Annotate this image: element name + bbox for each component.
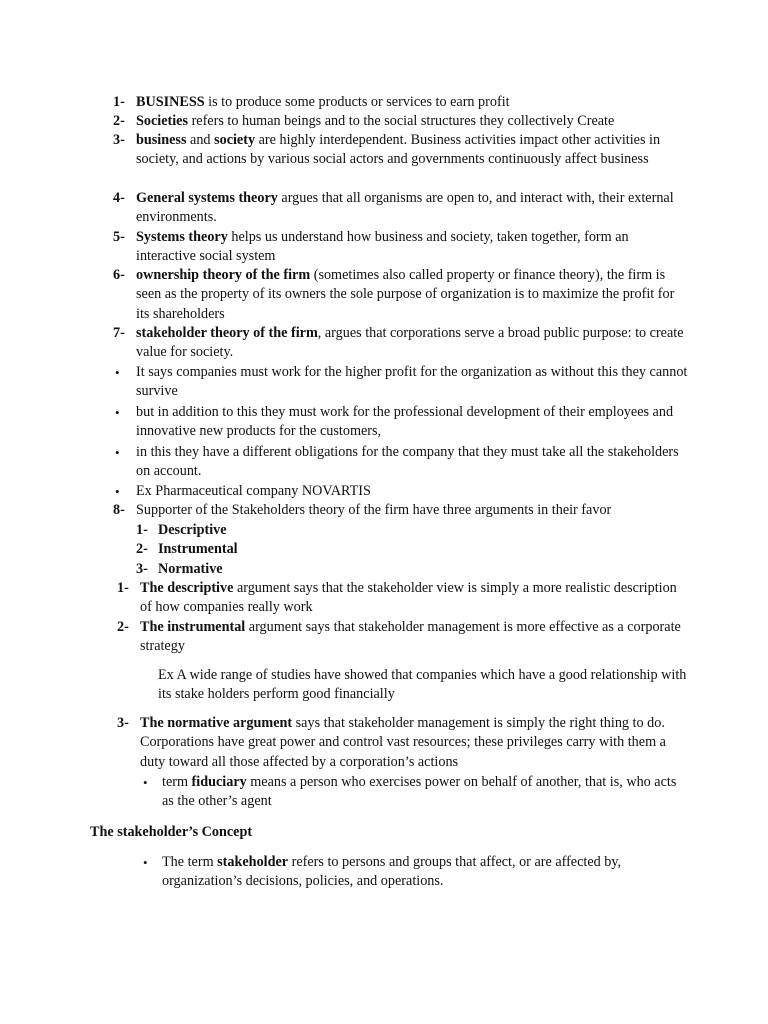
list-number: 2- — [136, 541, 148, 557]
bold-term: General systems theory — [136, 190, 278, 206]
list-number: 2- — [117, 619, 129, 635]
list-item-text — [136, 112, 688, 131]
bold-term: stakeholder — [217, 854, 289, 870]
text-run: helps us understand how business and society, taken together, form an interactive social system — [136, 229, 629, 265]
text-run: argument says that the stakeholder view is simply a more realistic description of how companies really work — [140, 580, 677, 616]
list-item-text — [158, 560, 688, 579]
list-number: 3- — [136, 561, 148, 577]
list-number: 2- — [113, 113, 125, 129]
list-number: 1- — [136, 522, 148, 538]
text-run: Ex Pharmaceutical company NOVARTIS — [136, 483, 371, 499]
bold-term: The normative argument — [140, 715, 293, 731]
text-run: and — [186, 132, 215, 148]
bold-term: stakeholder theory of the firm — [136, 325, 318, 341]
list-number: 3- — [117, 715, 129, 731]
list-number: 6- — [113, 267, 125, 283]
list-item-text — [136, 228, 688, 267]
bold-term: Instrumental — [158, 541, 238, 557]
list-item-text — [136, 443, 688, 482]
bold-term: Systems theory — [136, 229, 228, 245]
bold-term: society — [214, 132, 256, 148]
list-item-text — [136, 266, 688, 324]
text-run: are highly interdependent. Business activities impact other activities in society, and actions by various social actors and governments continuously affect business — [136, 132, 661, 168]
text-run: but in addition to this they must work for the professional development of their employees and innovative new products for the customers, — [136, 404, 674, 440]
bold-term: business — [136, 132, 187, 148]
list-number: 5- — [113, 229, 125, 245]
list-item-text — [158, 666, 688, 705]
list-item-text — [140, 714, 688, 772]
text-run: , argues that corporations serve a broad public purpose: to create value for society. — [136, 325, 684, 361]
bold-term: BUSINESS — [136, 94, 205, 110]
list-item-text — [162, 853, 688, 892]
text-run: term — [162, 774, 192, 790]
list-item-text — [136, 501, 688, 520]
list-item-text — [136, 324, 688, 363]
bullet-marker: • — [115, 365, 120, 380]
bold-term: The instrumental — [140, 619, 246, 635]
bullet-marker: • — [115, 484, 120, 499]
bullet-marker: • — [115, 445, 120, 460]
bold-term: Societies — [136, 113, 189, 129]
bullet-marker: • — [143, 775, 148, 790]
list-item-text — [140, 618, 688, 657]
text-run: says that stakeholder management is simply the right thing to do. Corporations have great power and control vast resources; these privileges carry with them a duty toward all those affected by a corporation’s actions — [140, 715, 666, 770]
list-number: 1- — [117, 580, 129, 596]
bold-term: ownership theory of the firm — [136, 267, 311, 283]
bold-term: Normative — [158, 561, 223, 577]
bullet-marker: • — [143, 855, 148, 870]
list-number: 4- — [113, 190, 125, 206]
text-run: refers to persons and groups that affect, or are affected by, organization’s decisions, policies, and operations. — [162, 854, 622, 890]
list-item-text — [140, 579, 688, 618]
bold-term: The descriptive — [140, 580, 234, 596]
list-item-text — [136, 131, 688, 170]
text-run: Ex A wide range of studies have showed that companies which have a good relationship with its stake holders perform good financially — [158, 667, 687, 703]
section-heading: The stakeholder’s Concept — [90, 824, 253, 840]
text-run: (sometimes also called property or finance theory), the firm is seen as the property of its owners the sole purpose of organization is to maximize the profit for its shareholders — [136, 267, 675, 322]
list-item-text — [136, 363, 688, 402]
text-run: means a person who exercises power on behalf of another, that is, who acts as the other’s agent — [162, 774, 677, 810]
text-run: is to produce some products or services to earn profit — [204, 94, 510, 110]
list-item-text — [158, 521, 688, 540]
text-run: The term — [162, 854, 218, 870]
list-item-text — [136, 93, 688, 112]
list-item-text — [136, 403, 688, 442]
list-number: 3- — [113, 132, 125, 148]
list-number: 1- — [113, 94, 125, 110]
text-run: refers to human beings and to the social structures they collectively Create — [188, 113, 615, 129]
bold-term: Descriptive — [158, 522, 227, 538]
text-run: Supporter of the Stakeholders theory of the firm have three arguments in their favor — [136, 502, 612, 518]
list-item-text — [136, 189, 688, 228]
text-run: in this they have a different obligations for the company that they must take all the stakeholders on account. — [136, 444, 679, 480]
bullet-marker: • — [115, 405, 120, 420]
list-item-text — [158, 540, 688, 559]
text-run: argument says that stakeholder management is more effective as a corporate strategy — [140, 619, 681, 655]
list-number: 8- — [113, 502, 125, 518]
text-run: argues that all organisms are open to, and interact with, their external environments. — [136, 190, 674, 226]
bold-term: fiduciary — [191, 774, 247, 790]
list-item-text — [136, 482, 688, 501]
list-item-text — [162, 773, 688, 812]
list-number: 7- — [113, 325, 125, 341]
text-run: It says companies must work for the higher profit for the organization as without this they cannot survive — [136, 364, 688, 400]
